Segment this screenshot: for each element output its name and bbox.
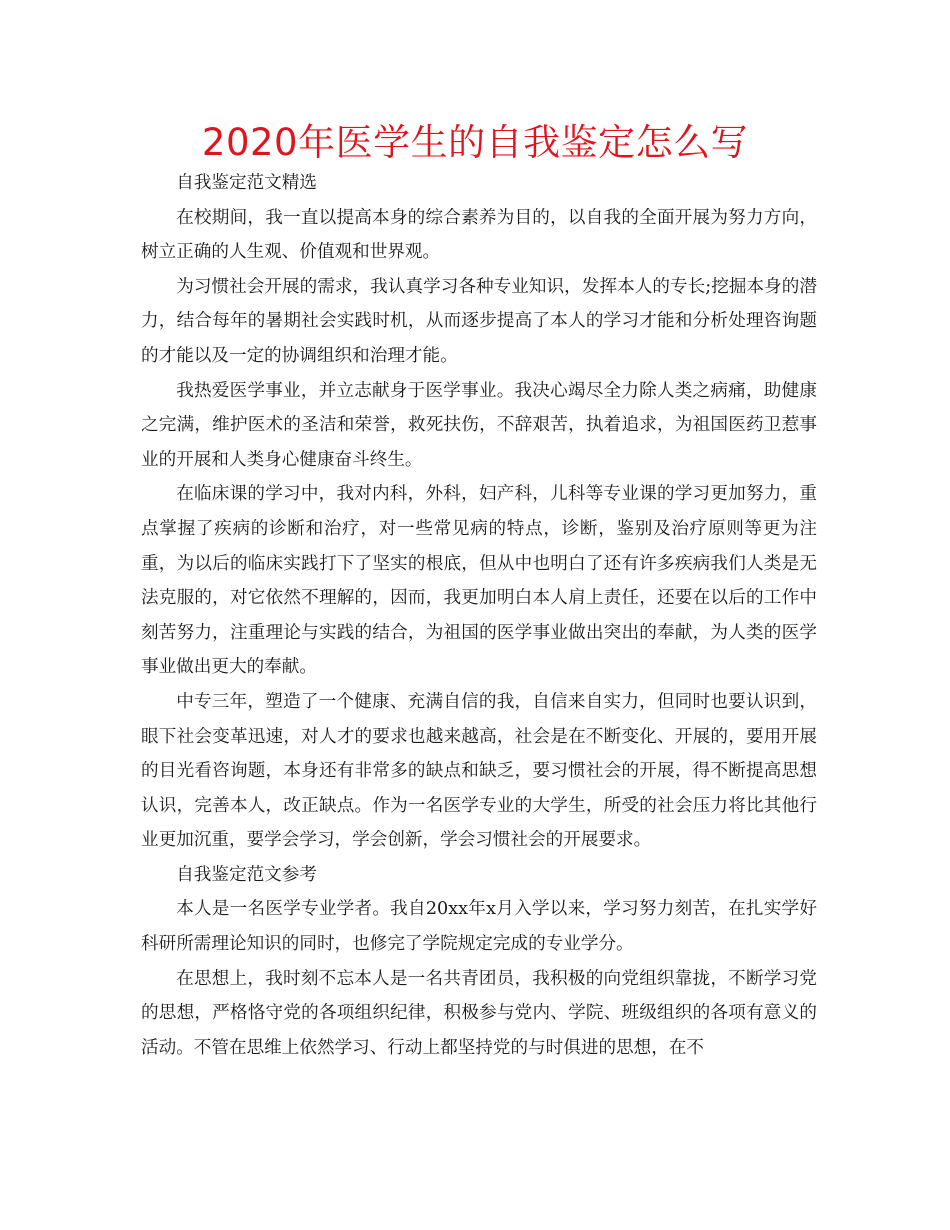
document-title: 2020年医学生的自我鉴定怎么写 [201,121,749,164]
paragraph: 中专三年，塑造了一个健康、充满自信的我，自信来自实力，但同时也要认识到，眼下社会变革迅速，对人才的要求也越来越高，社会是在不断变化、开展的，要用开展的目光看咨询题，本身还有非常多的缺点和缺乏，要习惯社会的开展，得不断提高思想认识，完善本人，改正缺点。作为一名医学专业的大学生，所受的社会压力将比其他行业更加沉重，要学会学习，学会创新，学会习惯社会的开展要求。 [141,691,817,851]
document-body [141,166,817,1065]
paragraph: 在临床课的学习中，我对内科，外科，妇产科，儿科等专业课的学习更加努力，重点掌握了疾病的诊断和治疗，对一些常见病的特点，诊断，鉴别及治疗原则等更为注重，为以后的临床实践打下了坚实的根底，但从中也明白了还有许多疾病我们人类是无法克服的，对它依然不理解的，因而，我更加明白本人肩上责任，还要在以后的工作中刻苦努力，注重理论与实践的结合，为祖国的医学事业做出突出的奉献，为人类的医学事业做出更大的奉献。 [141,484,817,678]
paragraph: 我热爱医学事业，并立志献身于医学事业。我决心竭尽全力除人类之病痛，助健康之完满，维护医术的圣洁和荣誉，救死扶伤，不辞艰苦，执着追求，为祖国医药卫惹事业的开展和人类身心健康奋斗终生。 [141,380,817,470]
section-heading: 自我鉴定范文参考 [176,864,317,885]
paragraph: 本人是一名医学专业学者。我自20xx年x月入学以来，学习努力刻苦，在扎实学好科研所需理论知识的同时，也修完了学院规定完成的专业学分。 [141,899,817,955]
section-heading: 自我鉴定范文精选 [176,173,317,193]
paragraph: 在思想上，我时刻不忘本人是一名共青团员，我积极的向党组织靠拢，不断学习党的思想，严格恪守党的各项组织纪律，积极参与党内、学院、班级组织的各项有意义的活动。不管在思维上依然学习、行动上都坚持党的与时俱进的思想，在不 [141,968,817,1058]
paragraph: 在校期间，我一直以提高本身的综合素养为目的，以自我的全面开展为努力方向，树立正确的人生观、价值观和世界观。 [141,207,817,263]
paragraph: 为习惯社会开展的需求，我认真学习各种专业知识，发挥本人的专长;挖掘本身的潜力，结合每年的暑期社会实践时机，从而逐步提高了本人的学习才能和分析处理咨询题的才能以及一定的协调组织和治理才能。 [141,276,817,366]
